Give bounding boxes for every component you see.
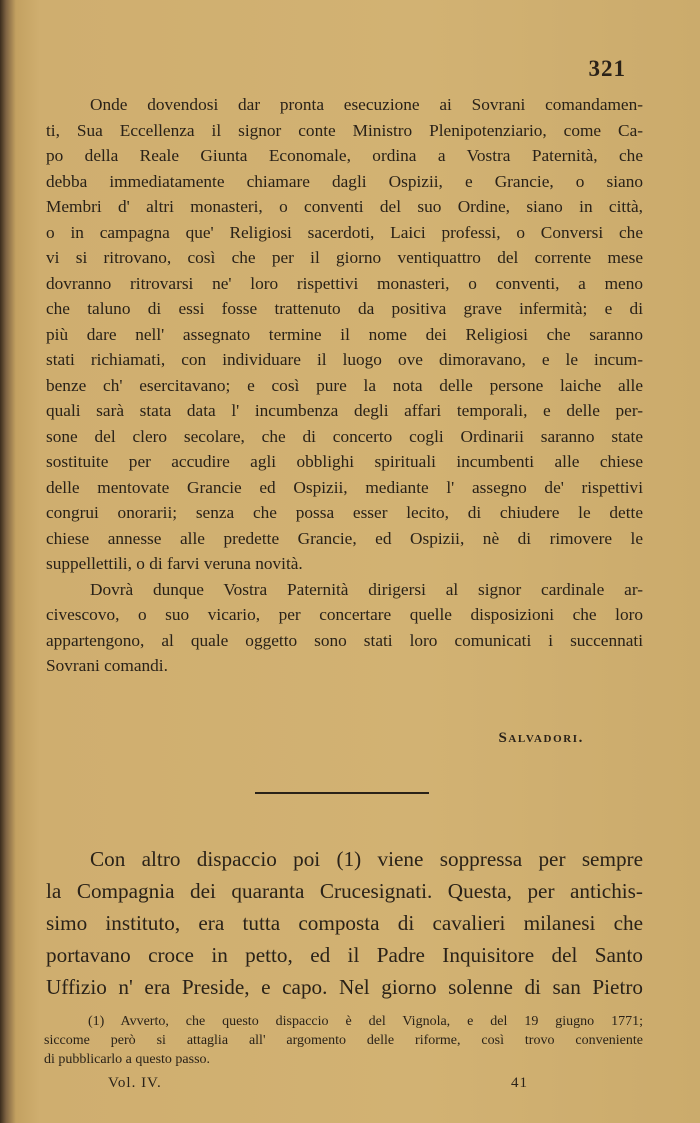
text-line: vi si ritrovano, così che per il giorno ventiquattro del corrente mese (46, 248, 643, 267)
text-line: ti, Sua Eccellenza il signor conte Ministro Plenipotenziario, come Ca- (46, 120, 643, 140)
footnote-line: (1) Avverto, che questo dispaccio è del Vignola, e del 19 giugno 1771; (88, 1014, 643, 1029)
text-line: che taluno di essi fosse trattenuto da positiva grave infermità; e di (46, 299, 643, 318)
narrative-paragraph (46, 843, 643, 1003)
text-line: Con altro dispaccio poi (1) viene soppressa per sempre (90, 847, 643, 871)
text-line: benze ch' esercitavano; e così pure la nota delle persone laiche alle (46, 375, 643, 395)
text-line: chiese annesse alle predette Grancie, ed Ospizii, nè di rimovere le (46, 528, 643, 548)
text-line: quali sarà stata data l' incumbenza degli affari temporali, e delle per- (46, 401, 643, 420)
text-line: Onde dovendosi dar pronta esecuzione ai Sovrani comandamen- (90, 95, 643, 114)
text-line: congrui onorarii; senza che possa esser lecito, di chiudere le dette (46, 503, 643, 522)
footnote-line: siccome però si attaglia all' argomento delle riforme, così trovo conveniente (44, 1033, 643, 1048)
text-line: portavano croce in petto, ed il Padre Inquisitore del Santo (46, 943, 643, 967)
page-footer (108, 1075, 528, 1092)
section-divider (255, 792, 429, 794)
text-line: suppellettili, o di farvi veruna novità. (46, 554, 303, 573)
text-line: debba immediatamente chiamare dagli Ospizii, e Grancie, o siano (46, 171, 643, 191)
footnote-line: di pubblicarlo a questo passo. (44, 1052, 211, 1067)
text-line: o in campagna que' Religiosi sacerdoti, Laici professi, o Conversi che (46, 222, 643, 242)
signature: Salvadori. (498, 730, 584, 746)
text-line: simo instituto, era tutta composta di cavalieri milanesi che (46, 911, 643, 935)
text-line: la Compagnia dei quaranta Crucesignati. Questa, per antichis- (46, 879, 643, 903)
text-line: civescovo, o suo vicario, per concertare quelle disposizioni che loro (46, 605, 643, 624)
text-line: po della Reale Giunta Economale, ordina a Vostra Paternità, che (46, 146, 643, 165)
text-line: sone del clero secolare, che di concerto cogli Ordinarii saranno state (46, 426, 643, 446)
text-line: più dare nell' assegnato termine il nome dei Religiosi che saranno (46, 324, 643, 344)
volume-label: Vol. IV. (108, 1075, 162, 1091)
footnote (44, 1012, 643, 1069)
page-number: 321 (588, 56, 626, 81)
text-line: delle mentovate Grancie ed Ospizii, mediante l' assegno de' rispettivi (46, 477, 643, 497)
text-line: dovranno ritrovarsi ne' loro rispettivi monasteri, o conventi, a meno (46, 273, 643, 293)
text-line: stati richiamati, con individuare il luogo ove dimoravano, e le incum- (46, 350, 643, 369)
text-line: Uffizio n' era Preside, e capo. Nel giorno solenne di san Pietro (46, 975, 643, 999)
text-line: appartengono, al quale oggetto sono stati loro comunicati i succennati (46, 630, 643, 650)
text-line: Membri d' altri monasteri, o conventi del suo Ordine, siano in città, (46, 197, 643, 216)
signature-mark: 41 (511, 1075, 528, 1091)
text-line: sostituite per accudire agli obblighi spirituali incumbenti alle chiese (46, 452, 643, 471)
decree-paragraph (46, 92, 643, 679)
text-line: Dovrà dunque Vostra Paternità dirigersi al signor cardinale ar- (90, 579, 643, 599)
text-line: Sovrani comandi. (46, 656, 168, 675)
